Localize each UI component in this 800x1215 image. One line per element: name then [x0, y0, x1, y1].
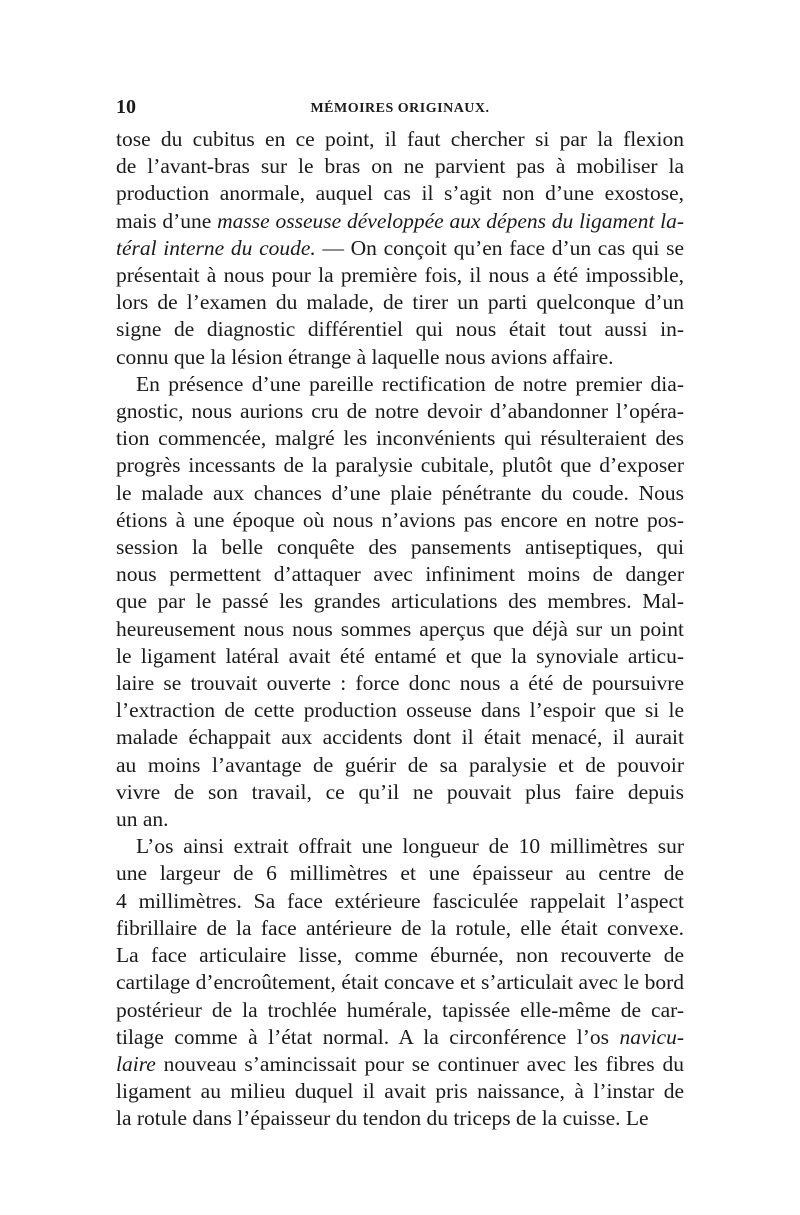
text-line [116, 697, 684, 724]
text-line [116, 969, 684, 996]
text-segment: vivre de son travail, ce qu’il ne pouvait plus faire depuis [116, 779, 684, 804]
text-segment: malade échappait aux accidents dont il était menacé, il aurait [116, 725, 684, 750]
italic-text: masse osseuse développée aux dépens du ligament la- [217, 208, 685, 233]
text-line [116, 452, 684, 479]
text-line [116, 561, 684, 588]
text-segment: lors de l’examen du malade, de tirer un parti quelconque d’un [116, 290, 684, 315]
text-segment: nous permettent d’attaquer avec infiniment moins de danger [116, 562, 684, 587]
text-line [116, 1051, 684, 1078]
text-line [116, 942, 684, 969]
text-line [116, 888, 684, 915]
text-segment: l’extraction de cette production osseuse dans l’espoir que si le [116, 698, 684, 723]
text-line [116, 833, 684, 860]
italic-text: navicu- [619, 1024, 684, 1049]
text-line [116, 262, 684, 289]
text-line [116, 316, 684, 343]
text-segment: que par le passé les grandes articulations des membres. Mal- [116, 589, 684, 614]
page-number: 10 [116, 96, 136, 118]
italic-text: laire [116, 1051, 156, 1076]
text-segment: progrès incessants de la paralysie cubitale, plutôt que d’exposer [116, 453, 684, 478]
paragraph [116, 126, 684, 371]
text-line [116, 153, 684, 180]
text-segment: heureusement nous nous sommes aperçus que déjà sur un point [116, 616, 684, 641]
book-page [116, 96, 684, 1133]
text-segment: nouveau s’amincissait pour se continuer avec les fibres du [155, 1051, 684, 1076]
text-segment: cartilage d’encroûtement, était concave et s’articulait avec le bord [116, 970, 684, 995]
text-line [116, 752, 684, 779]
text-segment: une largeur de 6 millimètres et une épaisseur au centre de [116, 861, 684, 886]
text-segment: un an. [116, 807, 169, 832]
text-segment: tion commencée, malgré les inconvénients qui résulteraient des [116, 426, 684, 451]
text-segment: présentait à nous pour la première fois, il nous a été impossible, [116, 263, 684, 288]
text-line [116, 915, 684, 942]
text-line [116, 398, 684, 425]
text-line [116, 289, 684, 316]
text-line [116, 480, 684, 507]
text-segment: L’os ainsi extrait offrait une longueur de 10 millimètres sur [136, 834, 684, 859]
text-line [116, 1078, 684, 1105]
italic-text: téral interne du coude. [116, 235, 316, 260]
body-text [116, 126, 684, 1133]
text-segment: connu que la lésion étrange à laquelle nous avions affaire. [116, 344, 614, 369]
text-segment: mais d’une [116, 208, 218, 233]
text-line [116, 208, 684, 235]
text-segment: de l’avant-bras sur le bras on ne parvient pas à mobiliser la [116, 154, 684, 179]
page-header [116, 96, 684, 124]
text-line [116, 507, 684, 534]
text-segment: tilage comme à l’état normal. A la circonférence l’os [116, 1024, 620, 1049]
text-line [116, 997, 684, 1024]
paragraph [116, 833, 684, 1132]
text-line [116, 806, 684, 833]
text-segment: En présence d’une pareille rectification de notre premier dia- [136, 371, 684, 396]
text-line [116, 371, 684, 398]
text-line [116, 1105, 684, 1132]
text-line [116, 126, 684, 153]
text-line [116, 616, 684, 643]
text-segment: fibrillaire de la face antérieure de la rotule, elle était convexe. [116, 915, 684, 940]
text-segment: 4 millimètres. Sa face extérieure fasciculée rappelait l’aspect [116, 888, 684, 913]
text-line [116, 534, 684, 561]
text-segment: session la belle conquête des pansements antiseptiques, qui [116, 535, 684, 560]
text-line [116, 670, 684, 697]
text-segment: gnostic, nous aurions cru de notre devoir d’abandonner l’opéra- [116, 399, 684, 424]
text-segment: laire se trouvait ouverte : force donc nous a été de poursuivre [116, 671, 684, 696]
text-line [116, 724, 684, 751]
text-line [116, 180, 684, 207]
text-line [116, 1024, 684, 1051]
text-segment: — On conçoit qu’en face d’un cas qui se [315, 235, 685, 260]
text-line [116, 344, 684, 371]
text-segment: signe de diagnostic différentiel qui nous était tout aussi in- [116, 317, 684, 342]
text-segment: tose du cubitus en ce point, il faut chercher si par la flexion [116, 127, 684, 151]
text-line [116, 779, 684, 806]
text-line [116, 860, 684, 887]
text-line [116, 643, 684, 670]
text-segment: postérieur de la trochlée humérale, tapissée elle-même de car- [116, 997, 684, 1022]
text-line [116, 235, 684, 262]
text-segment: ligament au milieu duquel il avait pris naissance, à l’instar de [116, 1079, 684, 1104]
text-segment: la rotule dans l’épaisseur du tendon du triceps de la cuisse. Le [116, 1106, 649, 1131]
text-segment: le ligament latéral avait été entamé et que la synoviale articu- [116, 643, 684, 668]
text-segment: La face articulaire lisse, comme éburnée, non recouverte de [116, 943, 684, 968]
text-line [116, 588, 684, 615]
text-segment: au moins l’avantage de guérir de sa paralysie et de pouvoir [116, 752, 684, 777]
text-segment: production anormale, auquel cas il s’agit non d’une exostose, [116, 181, 684, 206]
text-segment: le malade aux chances d’une plaie pénétrante du coude. Nous [116, 480, 684, 505]
text-line [116, 425, 684, 452]
text-segment: étions à une époque où nous n’avions pas encore en notre pos- [116, 507, 684, 532]
paragraph [116, 371, 684, 833]
running-head: MÉMOIRES ORIGINAUX. [310, 101, 490, 116]
